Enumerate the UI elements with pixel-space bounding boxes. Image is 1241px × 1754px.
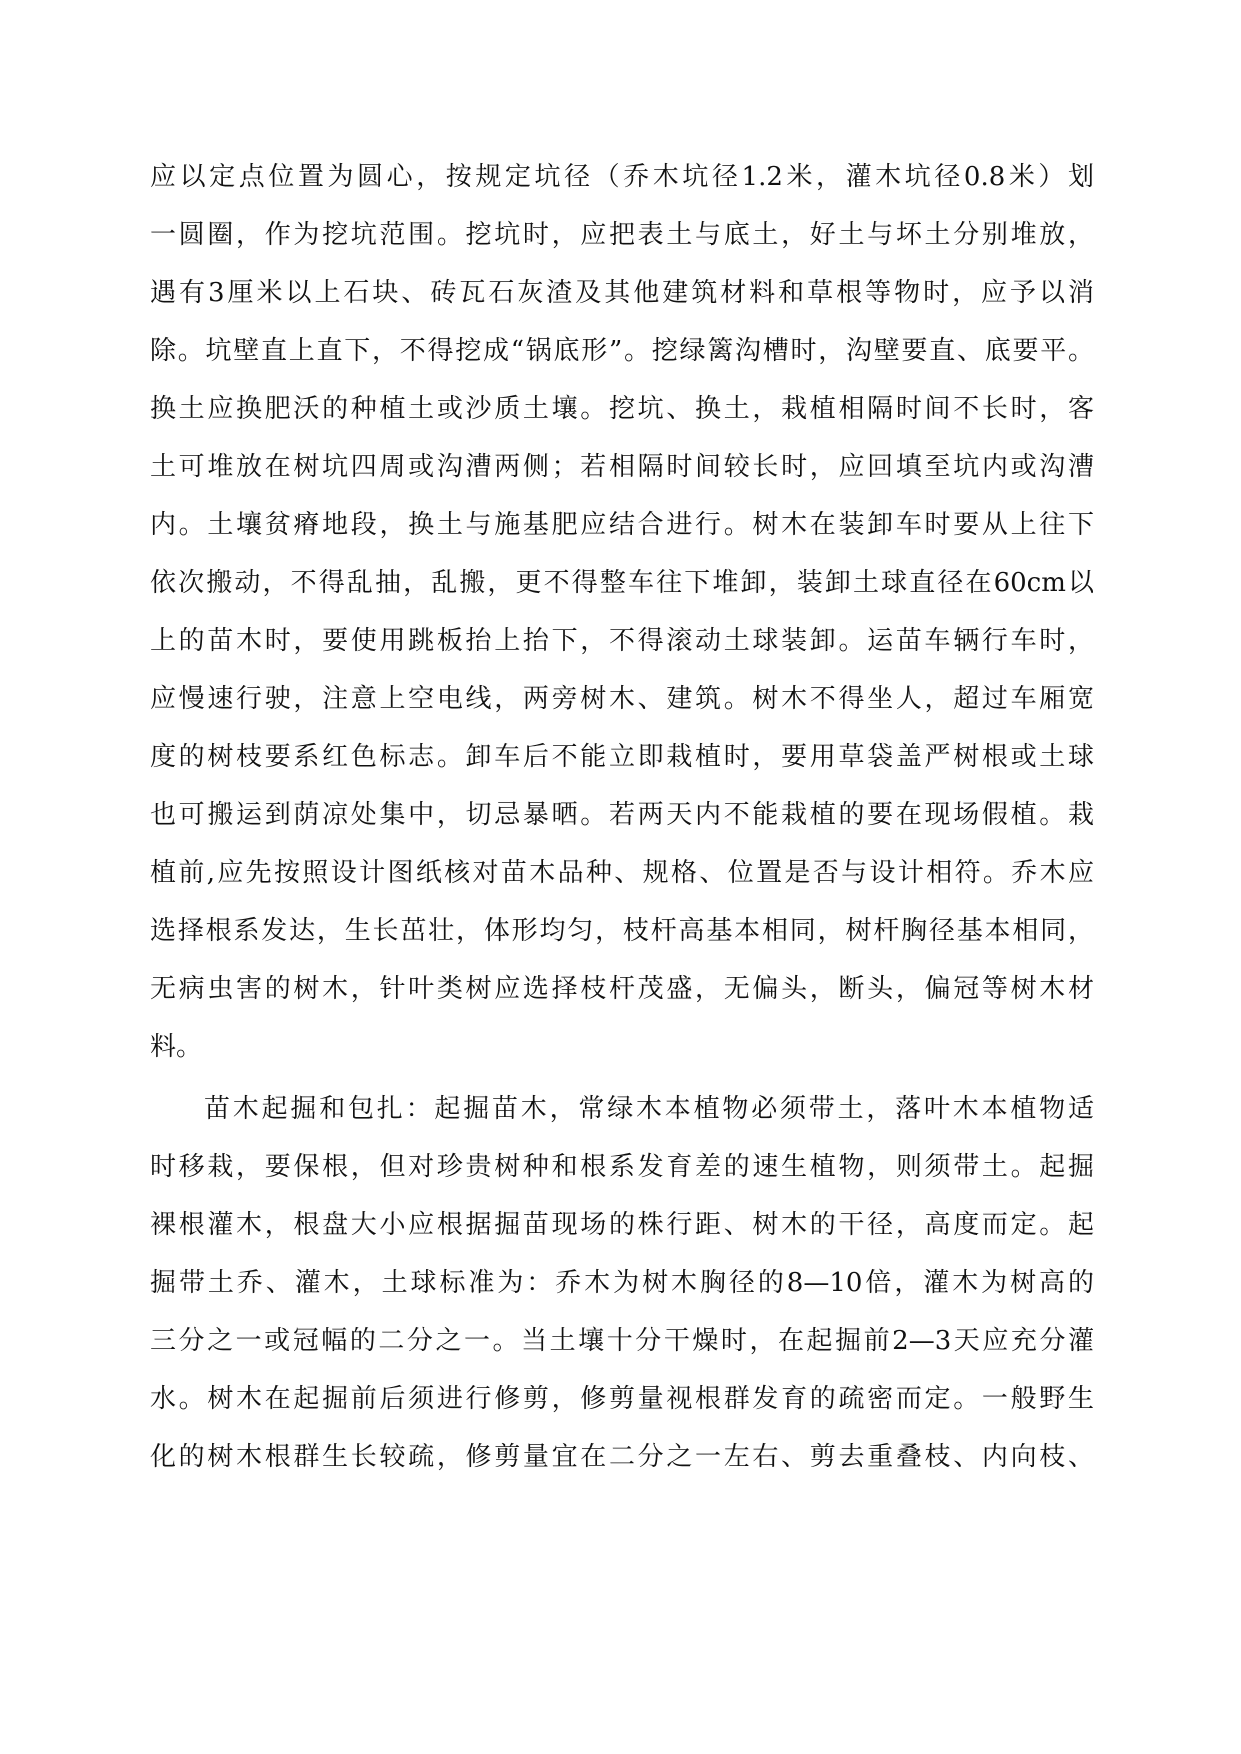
text-line: 三分之一或冠幅的二分之一。当土壤十分干燥时，在起掘前2—3天应充分灌 [150,1326,1094,1356]
text-line: 裸根灌木，根盘大小应根据掘苗现场的株行距、树木的干径，高度而定。起 [150,1210,1094,1240]
text-line: 苗木起掘和包扎：起掘苗木，常绿木本植物必须带土，落叶木本植物适 [204,1094,1094,1124]
text-line: 料。 [150,1032,203,1062]
text-line: 时移栽，要保根，但对珍贵树种和根系发育差的速生植物，则须带土。起掘 [150,1152,1094,1182]
text-line: 掘带土乔、灌木，土球标准为：乔木为树木胸径的8—10倍，灌木为树高的 [150,1268,1094,1298]
text-line: 无病虫害的树木，针叶类树应选择枝杆茂盛，无偏头，断头，偏冠等树木材 [150,974,1094,1004]
text-line: 遇有3厘米以上石块、砖瓦石灰渣及其他建筑材料和草根等物时，应予以消 [150,278,1094,308]
text-line: 化的树木根群生长较疏，修剪量宜在二分之一左右、剪去重叠枝、内向枝、 [150,1442,1094,1472]
text-line: 植前,应先按照设计图纸核对苗木品种、规格、位置是否与设计相符。乔木应 [150,858,1094,888]
text-line: 依次搬动，不得乱抽，乱搬，更不得整车往下堆卸，装卸土球直径在60cm以 [150,568,1094,598]
text-line: 应慢速行驶，注意上空电线，两旁树木、建筑。树木不得坐人，超过车厢宽 [150,684,1094,714]
text-line: 度的树枝要系红色标志。卸车后不能立即栽植时，要用草袋盖严树根或土球 [150,742,1094,772]
document-body [150,148,1094,1486]
text-line: 选择根系发达，生长茁壮，体形均匀，枝杆高基本相同，树杆胸径基本相同， [150,916,1094,946]
text-line: 也可搬运到荫凉处集中，切忌暴晒。若两天内不能栽植的要在现场假植。栽 [150,800,1094,830]
text-line: 内。土壤贫瘠地段，换土与施基肥应结合进行。树木在装卸车时要从上往下 [150,510,1094,540]
paragraph-seedling-digging [150,1080,1094,1486]
text-line: 上的苗木时，要使用跳板抬上抬下，不得滚动土球装卸。运苗车辆行车时， [150,626,1094,656]
text-line: 水。树木在起掘前后须进行修剪，修剪量视根群发育的疏密而定。一般野生 [150,1384,1094,1414]
text-line: 一圆圈，作为挖坑范围。挖坑时，应把表土与底土，好土与坏土分别堆放， [150,220,1094,250]
paragraph-planting-pits [150,148,1094,1076]
text-line: 土可堆放在树坑四周或沟漕两侧；若相隔时间较长时，应回填至坑内或沟漕 [150,452,1094,482]
text-line: 应以定点位置为圆心，按规定坑径（乔木坑径1.2米，灌木坑径0.8米）划 [150,162,1094,192]
text-line: 除。坑壁直上直下，不得挖成“锅底形”。挖绿篱沟槽时，沟壁要直、底要平。 [150,336,1094,366]
text-line: 换土应换肥沃的种植土或沙质土壤。挖坑、换土，栽植相隔时间不长时，客 [150,394,1094,424]
